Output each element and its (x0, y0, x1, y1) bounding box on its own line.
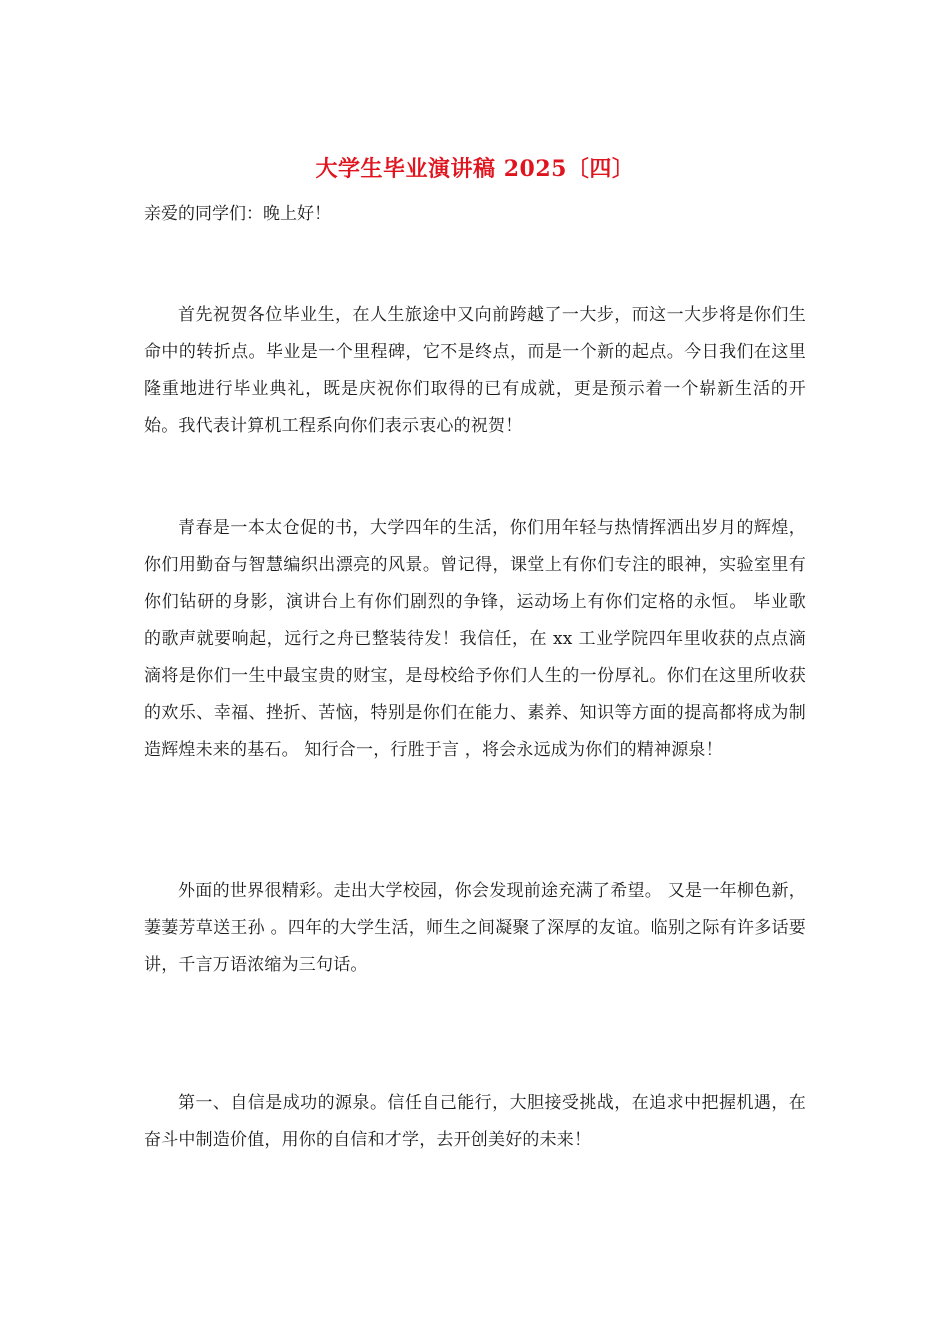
paragraph-congratulations: 首先祝贺各位毕业生，在人生旅途中又向前跨越了一大步，而这一大步将是你们生命中的转折点。毕业是一个里程碑，它不是终点，而是一个新的起点。今日我们在这里隆重地进行毕业典礼，既是庆祝你们取得的已有成就，更是预示着一个崭新生活的开始。我代表计算机工程系向你们表示衷心的祝贺！ (144, 305, 806, 436)
document-title: 大学生毕业演讲稿 2025〔四〕 (315, 156, 635, 182)
greeting: 亲爱的同学们：晚上好！ (144, 204, 331, 224)
paragraph-first-point: 第一、自信是成功的源泉。信任自己能行，大胆接受挑战，在追求中把握机遇，在奋斗中制造价值，用你的自信和才学，去开创美好的未来！ (144, 1093, 806, 1150)
paragraph-outside-world: 外面的世界很精彩。走出大学校园，你会发现前途充满了希望。 又是一年柳色新，萋萋芳草送王孙 。四年的大学生活，师生之间凝聚了深厚的友谊。临别之际有许多话要讲，千言万语浓缩为三句话。 (144, 881, 806, 975)
paragraph-youth: 青春是一本太仓促的书，大学四年的生活，你们用年轻与热情挥洒出岁月的辉煌，你们用勤奋与智慧编织出漂亮的风景。曾记得，课堂上有你们专注的眼神，实验室里有你们钻研的身影，演讲台上有你们剧烈的争锋，运动场上有你们定格的永恒。 毕业歌 的歌声就要响起，远行之舟已整装待发！我信任，在 xx 工业学院四年里收获的点点滴滴将是你们一生中最宝贵的财宝，是母校给予你们人生的一份厚礼。你们在这里所收获的欢乐、幸福、挫折、苦恼，特别是你们在能力、素养、知识等方面的提高都将成为制造辉煌未来的基石。 知行合一，行胜于言 ，将会永远成为你们的精神源泉！ (144, 518, 806, 760)
